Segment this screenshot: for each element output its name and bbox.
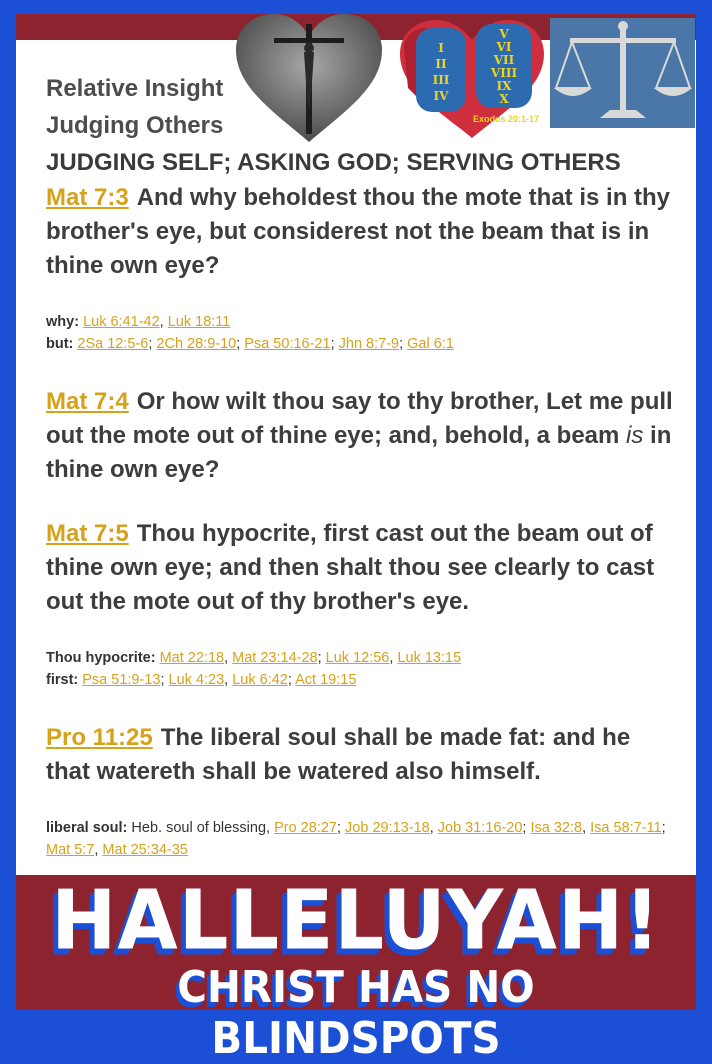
tablet-numeral: X: [499, 92, 509, 106]
xref-link[interactable]: Psa 50:16-21: [244, 336, 331, 352]
tablet-numeral: VII: [493, 53, 515, 67]
tablet-caption: Exodus 20:1-17: [472, 114, 540, 124]
xref-link[interactable]: Gal 6:1: [407, 336, 454, 352]
xref-key: liberal soul:: [46, 820, 128, 836]
xref-link[interactable]: Luk 4:23: [168, 672, 225, 688]
verse-mat-7-5: [46, 517, 676, 619]
xref-key: but:: [46, 336, 74, 352]
xref-link[interactable]: Pro 28:27: [274, 820, 337, 836]
tablet-numeral: V: [499, 27, 509, 41]
tablet-numeral: VI: [496, 40, 512, 54]
xref-link[interactable]: Luk 18:11: [167, 314, 231, 330]
xref-link[interactable]: Isa 58:7-11: [590, 820, 662, 836]
tablet-numeral: VIII: [490, 66, 518, 80]
xref-link[interactable]: Luk 6:41-42: [83, 314, 160, 330]
verse-text: in thine own eye?: [46, 422, 672, 483]
page-theme: JUDGING SELF; ASKING GOD; SERVING OTHERS: [46, 149, 621, 176]
xref-note: Heb. soul of blessing,: [131, 820, 271, 836]
xref-line-but: but: 2Sa 12:5-6; 2Ch 28:9-10; Psa 50:16-21; Jhn 8:7-9; Gal 6:1: [46, 336, 454, 352]
xref-link[interactable]: Act 19:15: [295, 672, 357, 688]
page-title: Relative Insight: [46, 75, 224, 102]
xref-link[interactable]: Job 29:13-18: [345, 820, 430, 836]
xref-link[interactable]: Isa 32:8: [530, 820, 583, 836]
xref-link[interactable]: Mat 25:34-35: [102, 842, 188, 858]
xref-link[interactable]: Luk 12:56: [325, 650, 390, 666]
tablet-numeral: II: [435, 57, 447, 71]
xref-link[interactable]: 2Sa 12:5-6: [77, 336, 149, 352]
verse-text-italic: is: [626, 422, 644, 449]
tablet-numeral: III: [432, 73, 450, 87]
xref-link[interactable]: Jhn 8:7-9: [338, 336, 400, 352]
verse-ref-link[interactable]: Pro 11:25: [46, 724, 153, 751]
page-subtitle: Judging Others: [46, 112, 224, 139]
xref-link[interactable]: Luk 13:15: [397, 650, 462, 666]
verse-ref-link[interactable]: Mat 7:5: [46, 520, 129, 547]
verse-ref-link[interactable]: Mat 7:3: [46, 184, 129, 211]
verse-ref-link[interactable]: Mat 7:4: [46, 388, 129, 415]
xref-line-why: why: Luk 6:41-42, Luk 18:11: [46, 314, 231, 330]
xref-key: Thou hypocrite:: [46, 650, 156, 666]
verse-text: And why beholdest thou the mote that is in thy brother's eye, but considerest not the beam that is in thine own eye?: [46, 184, 671, 279]
xref-link[interactable]: 2Ch 28:9-10: [156, 336, 237, 352]
xref-link[interactable]: Job 31:16-20: [437, 820, 523, 836]
xref-link[interactable]: Psa 51:9-13: [82, 672, 161, 688]
verse-text: Or how wilt thou say to thy brother, Let me pull out the mote out of thine eye; and, behold, a beam: [46, 388, 673, 449]
xref-link[interactable]: Luk 6:42: [232, 672, 288, 688]
verse-mat-7-4: [46, 385, 676, 487]
xref-link[interactable]: Mat 5:7: [46, 842, 95, 858]
tablet-numeral: IV: [433, 89, 449, 103]
verse-pro-11-25: [46, 721, 676, 789]
halleluyah-banner: HALLELUYAH!: [51, 873, 661, 969]
tagline-banner: CHRIST HAS NO BLINDSPOTS: [177, 962, 535, 1064]
tablet-numeral: IX: [496, 79, 512, 93]
verse-text: Thou hypocrite, first cast out the beam out of thine own eye; and then shalt thou see clearly to cast out the mote out of thy brother's eye.: [46, 520, 655, 615]
xref-link[interactable]: Mat 22:18: [159, 650, 225, 666]
study-content: [46, 70, 676, 861]
xref-key: why:: [46, 314, 80, 330]
tablet-numeral: I: [438, 41, 444, 55]
xref-line-liberal-soul: liberal soul: Heb. soul of blessing, Pro 28:27; Job 29:13-18, Job 31:16-20; Isa 32:8, Isa 58:7-11; Mat 5:7, Mat 25:34-35: [46, 820, 666, 858]
verse-mat-7-3: [46, 181, 676, 283]
xref-line-first: first: Psa 51:9-13; Luk 4:23, Luk 6:42; Act 19:15: [46, 672, 357, 688]
xref-link[interactable]: Mat 23:14-28: [232, 650, 318, 666]
xref-line-hypocrite: Thou hypocrite: Mat 22:18, Mat 23:14-28; Luk 12:56, Luk 13:15: [46, 650, 462, 666]
verse-text: The liberal soul shall be made fat: and he that watereth shall be watered also himself.: [46, 724, 631, 785]
xref-key: first:: [46, 672, 79, 688]
